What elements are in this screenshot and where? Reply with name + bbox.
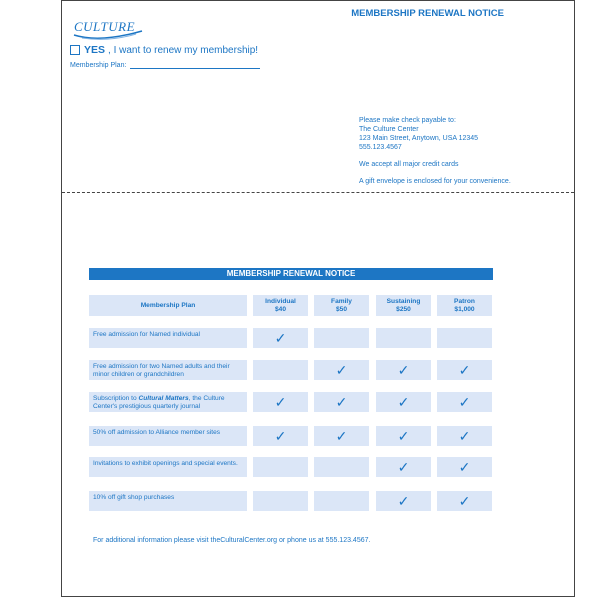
table-banner: MEMBERSHIP RENEWAL NOTICE <box>89 268 493 280</box>
tier-cell <box>376 328 431 348</box>
checkmark-icon: ✓ <box>458 493 471 509</box>
checkmark-icon: ✓ <box>335 394 348 410</box>
tier-cell <box>437 360 492 380</box>
feature-text: Subscription to <box>93 395 139 402</box>
feature-text: 50% off admission to Alliance member sites <box>93 429 221 436</box>
plan-row <box>70 61 260 69</box>
renew-checkbox[interactable] <box>70 45 80 55</box>
tier-cell <box>253 491 308 511</box>
tier-cell <box>437 491 492 511</box>
checkmark-icon: ✓ <box>397 459 410 475</box>
payment-line: Please make check payable to: <box>359 117 456 124</box>
tier-header <box>376 295 431 316</box>
tier-cell <box>314 426 369 446</box>
culture-logo <box>70 15 148 41</box>
checkmark-icon: ✓ <box>397 428 410 444</box>
tier-cell <box>376 426 431 446</box>
yes-label: YES <box>84 44 106 56</box>
tier-cell <box>376 457 431 477</box>
checkmark-icon: ✓ <box>397 362 410 378</box>
feature-text: , the Culture Center's prestigious quarterly journal <box>93 395 225 410</box>
tier-cell <box>437 426 492 446</box>
plan-column-header: Membership Plan <box>89 295 247 316</box>
journal-title: Cultural Matters <box>138 395 189 402</box>
tier-cell <box>253 392 308 412</box>
tier-cell <box>253 328 308 348</box>
tier-name: Sustaining <box>386 297 421 305</box>
feature-cell <box>89 360 247 380</box>
tier-price: $50 <box>335 305 347 313</box>
checkmark-icon: ✓ <box>458 428 471 444</box>
tier-cell <box>314 491 369 511</box>
plan-label: Membership Plan: <box>70 62 127 69</box>
tier-cell <box>253 360 308 380</box>
checkmark-icon: ✓ <box>458 394 471 410</box>
feature-cell <box>89 457 247 477</box>
tier-cell <box>253 457 308 477</box>
tier-name: Family <box>331 297 352 305</box>
payment-line: 555.123.4567 <box>359 144 402 151</box>
tier-cell <box>314 328 369 348</box>
tier-cell <box>253 426 308 446</box>
checkmark-icon: ✓ <box>458 362 471 378</box>
tier-cell <box>437 392 492 412</box>
tear-line <box>62 192 574 193</box>
checkmark-icon: ✓ <box>458 459 471 475</box>
feature-cell <box>89 328 247 348</box>
credit-note: We accept all major credit cards <box>359 161 459 168</box>
renewal-notice-sheet <box>61 0 575 597</box>
tier-cell <box>437 328 492 348</box>
feature-text: Free admission for Named individual <box>93 331 201 338</box>
tier-header <box>314 295 369 316</box>
tier-name: Individual <box>265 297 296 305</box>
checkmark-icon: ✓ <box>274 428 287 444</box>
checkmark-icon: ✓ <box>397 394 410 410</box>
checkmark-icon: ✓ <box>335 362 348 378</box>
feature-cell <box>89 392 247 412</box>
feature-text: Invitations to exhibit openings and special events. <box>93 460 238 467</box>
tier-price: $250 <box>396 305 411 313</box>
tier-cell <box>314 457 369 477</box>
tier-cell <box>376 392 431 412</box>
feature-text: Free admission for two Named adults and their minor children or grandchildren <box>93 363 230 378</box>
checkmark-icon: ✓ <box>397 493 410 509</box>
tier-cell <box>376 491 431 511</box>
feature-text: 10% off gift shop purchases <box>93 494 175 501</box>
payment-line: The Culture Center <box>359 126 419 133</box>
tier-price: $1,000 <box>454 305 475 313</box>
tier-header <box>437 295 492 316</box>
payment-line: 123 Main Street, Anytown, USA 12345 <box>359 135 479 142</box>
renew-line <box>70 44 258 56</box>
tier-price: $40 <box>274 305 286 313</box>
checkmark-icon: ✓ <box>274 330 287 346</box>
feature-cell <box>89 426 247 446</box>
tier-cell <box>437 457 492 477</box>
tier-cell <box>314 392 369 412</box>
footer-note: For additional information please visit theCulturalCenter.org or phone us at 555.123.4567. <box>93 537 371 544</box>
tier-header <box>253 295 308 316</box>
checkmark-icon: ✓ <box>274 394 287 410</box>
page-title: MEMBERSHIP RENEWAL NOTICE <box>351 8 504 19</box>
payment-info <box>359 116 511 186</box>
plan-field[interactable] <box>130 61 260 69</box>
feature-cell <box>89 491 247 511</box>
logo-text: CULTURE <box>74 19 136 34</box>
checkmark-icon: ✓ <box>335 428 348 444</box>
renew-text: , I want to renew my membership! <box>108 44 259 56</box>
tier-name: Patron <box>454 297 475 305</box>
tier-cell <box>376 360 431 380</box>
tier-cell <box>314 360 369 380</box>
gift-note: A gift envelope is enclosed for your convenience. <box>359 178 511 185</box>
